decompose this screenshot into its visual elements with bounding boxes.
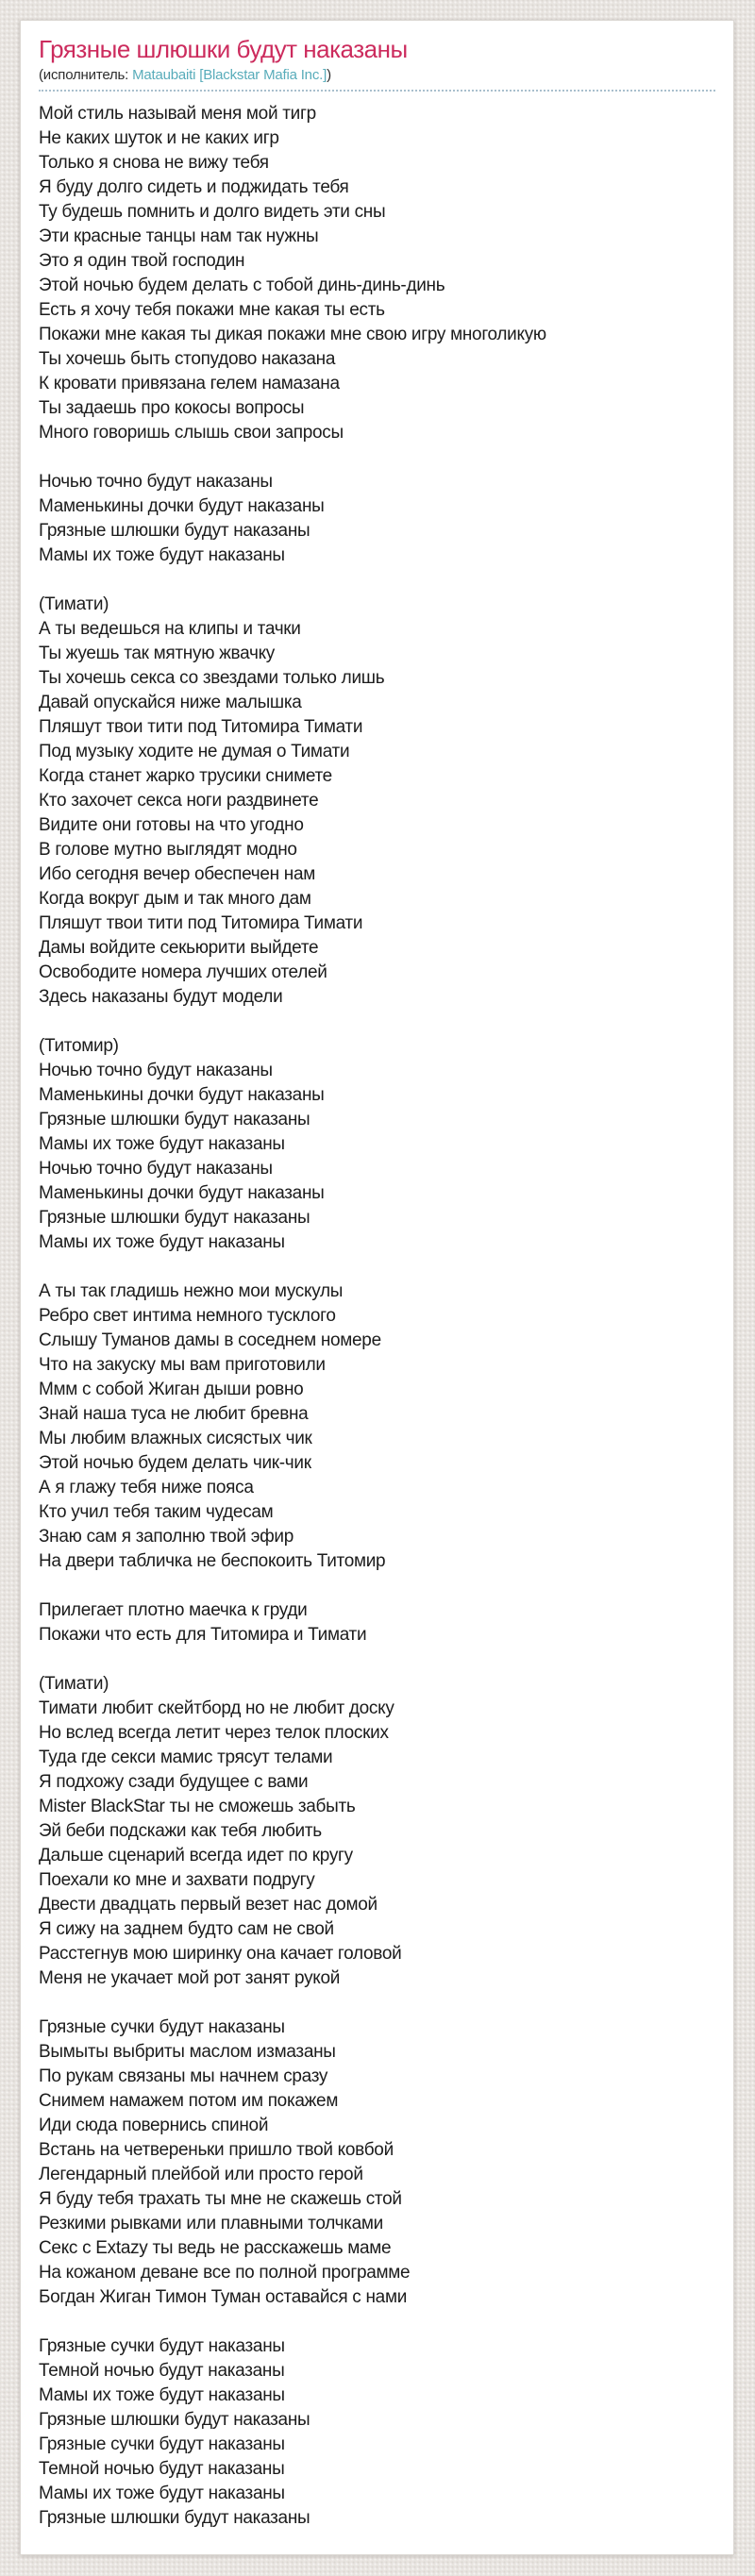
- artist-line: [39, 67, 715, 92]
- lyric-line: Ты задаешь про кокосы вопросы: [39, 398, 305, 419]
- lyric-line: К кровати привязана гелем намазана: [39, 374, 340, 394]
- lyric-line: Под музыку ходите не думая о Тимати: [39, 742, 350, 762]
- lyrics-stanza: [39, 1672, 715, 1991]
- song-title: Грязные шлюшки будут наказаны: [39, 35, 408, 63]
- lyric-line: А ты так гладишь нежно мои мускулы: [39, 1281, 344, 1302]
- lyric-line: Грязные шлюшки будут наказаны: [39, 521, 310, 542]
- lyric-line: Грязные шлюшки будут наказаны: [39, 1110, 310, 1130]
- lyric-line: Темной ночью будут наказаны: [39, 2459, 285, 2480]
- lyric-line: Я подхожу сзади будущее с вами: [39, 1772, 309, 1793]
- lyric-line: Вымыты выбриты маслом измазаны: [39, 2042, 336, 2063]
- lyrics-stanza: [39, 593, 715, 1010]
- lyric-line: Меня не укачает мой рот занят рукой: [39, 1968, 341, 1989]
- lyric-line: Когда станет жарко трусики снимете: [39, 766, 332, 787]
- lyric-line: Прилегает плотно маечка к груди: [39, 1600, 308, 1621]
- lyrics-stanza: [39, 2016, 715, 2310]
- lyric-line: Пляшут твои тити под Титомира Тимати: [39, 717, 363, 738]
- lyric-line: Здесь наказаны будут модели: [39, 987, 283, 1008]
- lyrics-stanza: [39, 102, 715, 445]
- lyrics-card: [20, 20, 734, 2555]
- lyric-line: Покажи что есть для Титомира и Тимати: [39, 1625, 367, 1646]
- lyric-line: Дальше сценарий всегда идет по кругу: [39, 1846, 353, 1866]
- lyric-line: Резкими рывками или плавными толчками: [39, 2214, 383, 2234]
- lyric-line: Маменькины дочки будут наказаны: [39, 1183, 325, 1204]
- lyric-line: Расстегнув мою ширинку она качает головой: [39, 1944, 402, 1965]
- artist-prefix: (исполнитель:: [39, 67, 133, 84]
- lyric-line: Встань на четвереньки пришло твой ковбой: [39, 2140, 394, 2161]
- lyric-line: На кожаном деване все по полной программе: [39, 2263, 411, 2283]
- lyric-line: Не каких шуток и не каких игр: [39, 128, 279, 149]
- lyric-line: Mister BlackStar ты не сможешь забыть: [39, 1797, 356, 1817]
- lyric-line: Есть я хочу тебя покажи мне какая ты есть: [39, 300, 385, 321]
- lyric-line: А ты ведешься на клипы и тачки: [39, 619, 301, 640]
- lyric-line: Мамы их тоже будут наказаны: [39, 1134, 285, 1155]
- lyric-line: Мамы их тоже будут наказаны: [39, 1232, 285, 1253]
- lyric-line: Видите они готовы на что угодно: [39, 815, 304, 836]
- lyric-line: Я сижу на заднем будто сам не свой: [39, 1919, 334, 1940]
- lyric-line: Тимати любит скейтборд но не любит доску: [39, 1698, 394, 1719]
- lyric-line: Ребро свет интима немного тусклого: [39, 1306, 336, 1327]
- lyric-line: Легендарный плейбой или просто герой: [39, 2165, 363, 2185]
- lyric-line: Грязные сучки будут наказаны: [39, 2017, 285, 2038]
- lyric-line: Иди сюда повернись спиной: [39, 2116, 269, 2136]
- lyric-line: Ты жуешь так мятную жвачку: [39, 644, 275, 664]
- lyrics-stanza: [39, 2334, 715, 2531]
- lyric-line: Мой стиль называй меня мой тигр: [39, 104, 316, 125]
- lyrics-stanza: [39, 470, 715, 568]
- lyric-line: По рукам связаны мы начнем сразу: [39, 2066, 328, 2087]
- lyric-line: Знаю сам я заполню твой эфир: [39, 1527, 294, 1547]
- lyric-line: Давай опускайся ниже малышка: [39, 693, 302, 713]
- lyric-line: А я глажу тебя ниже пояса: [39, 1478, 254, 1498]
- lyric-line: Знай наша туса не любит бревна: [39, 1404, 309, 1425]
- lyric-line: Покажи мне какая ты дикая покажи мне свою игру многоликую: [39, 325, 546, 345]
- lyric-line: Ты хочешь быть стопудово наказана: [39, 349, 336, 370]
- lyric-line: Кто захочет секса ноги раздвинете: [39, 791, 319, 811]
- lyric-line: Мамы их тоже будут наказаны: [39, 2385, 285, 2406]
- lyric-line: Этой ночью будем делать чик-чик: [39, 1453, 311, 1474]
- lyric-line: Секс с Extazy ты ведь не расскажешь маме: [39, 2238, 392, 2259]
- lyric-line: Дамы войдите секьюрити выйдете: [39, 938, 319, 959]
- lyric-line: Ибо сегодня вечер обеспечен нам: [39, 864, 315, 885]
- lyric-line: Ммм с собой Жиган дыши ровно: [39, 1380, 304, 1400]
- lyrics-stanza: [39, 1034, 715, 1255]
- lyric-line: Много говоришь слышь свои запросы: [39, 423, 344, 443]
- lyrics-stanza: [39, 1598, 715, 1648]
- lyric-line: Что на закуску мы вам приготовили: [39, 1355, 326, 1376]
- lyric-line: Мамы их тоже будут наказаны: [39, 545, 285, 566]
- lyric-line: Кто учил тебя таким чудесам: [39, 1502, 274, 1523]
- lyric-line: Я буду долго сидеть и поджидать тебя: [39, 177, 349, 198]
- lyric-line: (Тимати): [39, 1674, 109, 1695]
- lyric-line: Темной ночью будут наказаны: [39, 2361, 285, 2382]
- lyric-line: Двести двадцать первый везет нас домой: [39, 1895, 378, 1915]
- lyric-line: Богдан Жиган Тимон Туман оставайся с нами: [39, 2287, 408, 2308]
- lyric-line: Грязные шлюшки будут наказаны: [39, 2508, 310, 2529]
- lyric-line: Ночью точно будут наказаны: [39, 472, 273, 493]
- lyric-line: Маменькины дочки будут наказаны: [39, 496, 325, 517]
- lyrics-stanza: [39, 1280, 715, 1574]
- lyric-line: Эй беби подскажи как тебя любить: [39, 1821, 322, 1842]
- lyric-line: Грязные шлюшки будут наказаны: [39, 2410, 310, 2431]
- lyric-line: Поехали ко мне и захвати подругу: [39, 1870, 315, 1891]
- lyric-line: Этой ночью будем делать с тобой динь-динь-динь: [39, 276, 445, 296]
- lyric-line: Ночью точно будут наказаны: [39, 1061, 273, 1081]
- lyric-line: В голове мутно выглядят модно: [39, 840, 297, 861]
- lyric-line: (Титомир): [39, 1036, 119, 1057]
- lyric-line: Ночью точно будут наказаны: [39, 1159, 273, 1179]
- lyric-line: Грязные сучки будут наказаны: [39, 2434, 285, 2455]
- artist-suffix: ): [327, 67, 331, 84]
- lyric-line: На двери табличка не беспокоить Титомир: [39, 1551, 386, 1572]
- lyric-line: (Тимати): [39, 594, 109, 615]
- artist-link[interactable]: Mataubaiti [Blackstar Mafia Inc.]: [132, 67, 327, 84]
- lyric-line: Грязные сучки будут наказаны: [39, 2336, 285, 2357]
- lyric-line: Но вслед всегда летит через телок плоских: [39, 1723, 389, 1744]
- lyric-line: Ту будешь помнить и долго видеть эти сны: [39, 202, 386, 223]
- lyric-line: Мамы их тоже будут наказаны: [39, 2484, 285, 2504]
- lyric-line: Эти красные танцы нам так нужны: [39, 226, 319, 247]
- lyric-line: Грязные шлюшки будут наказаны: [39, 1208, 310, 1229]
- lyric-line: Туда где секси мамис трясут телами: [39, 1748, 333, 1768]
- lyrics-text: [39, 102, 715, 2531]
- lyric-line: Это я один твой господин: [39, 251, 245, 272]
- lyric-line: Когда вокруг дым и так много дам: [39, 889, 311, 910]
- lyric-line: Ты хочешь секса со звездами только лишь: [39, 668, 385, 689]
- lyric-line: Только я снова не вижу тебя: [39, 153, 269, 174]
- lyric-line: Я буду тебя трахать ты мне не скажешь стой: [39, 2189, 402, 2210]
- lyric-line: Снимем намажем потом им покажем: [39, 2091, 339, 2112]
- lyric-line: Пляшут твои тити под Титомира Тимати: [39, 913, 363, 934]
- lyric-line: Маменькины дочки будут наказаны: [39, 1085, 325, 1106]
- lyric-line: Мы любим влажных сисястых чик: [39, 1429, 312, 1449]
- lyric-line: Слышу Туманов дамы в соседнем номере: [39, 1330, 381, 1351]
- lyric-line: Освободите номера лучших отелей: [39, 962, 327, 983]
